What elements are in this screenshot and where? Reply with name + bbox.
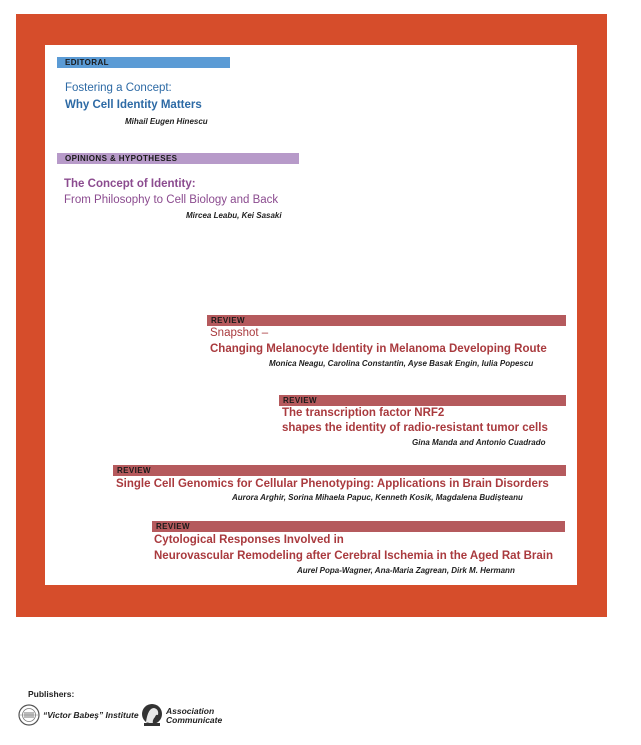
opinions-section-bar: OPINIONS & HYPOTHESES xyxy=(57,153,299,164)
editorial-title-line2[interactable]: Why Cell Identity Matters xyxy=(65,99,202,111)
opinions-authors: Mircea Leabu, Kei Sasaki xyxy=(186,211,282,220)
institute-name: “Victor Babeş” Institute xyxy=(43,710,139,720)
review3-section-bar: REVIEW xyxy=(113,465,566,476)
editorial-authors: Mihail Eugen Hinescu xyxy=(125,117,208,126)
review4-title-line2[interactable]: Neurovascular Remodeling after Cerebral Ischemia in the Aged Rat Brain xyxy=(154,550,553,562)
publishers-label: Publishers: xyxy=(28,689,75,699)
institute-logo-icon xyxy=(17,704,41,726)
review2-title-line1[interactable]: The transcription factor NRF2 xyxy=(282,407,445,419)
editorial-section-bar: EDITORAL xyxy=(57,57,230,68)
review2-authors: Gina Manda and Antonio Cuadrado xyxy=(412,438,546,447)
editorial-title-line1[interactable]: Fostering a Concept: xyxy=(65,82,172,94)
review2-title-line2[interactable]: shapes the identity of radio-resistant tumor cells xyxy=(282,422,548,434)
association-name-line2: Communicate xyxy=(166,715,223,725)
opinions-title-line1[interactable]: The Concept of Identity: xyxy=(64,178,196,190)
review2-section-bar: REVIEW xyxy=(279,395,566,406)
review3-title-line1[interactable]: Single Cell Genomics for Cellular Phenotyping: Applications in Brain Disorders xyxy=(116,478,549,490)
review1-section-bar: REVIEW xyxy=(207,315,566,326)
review4-title-line1[interactable]: Cytological Responses Involved in xyxy=(154,534,344,546)
review4-section-bar: REVIEW xyxy=(152,521,565,532)
review1-title-line2[interactable]: Changing Melanocyte Identity in Melanoma Developing Route xyxy=(210,343,547,355)
review1-title-line1[interactable]: Snapshot – xyxy=(210,327,269,339)
review3-authors: Aurora Arghir, Sorina Mihaela Papuc, Kenneth Kosik, Magdalena Budișteanu xyxy=(232,493,523,502)
opinions-title-line2[interactable]: From Philosophy to Cell Biology and Back xyxy=(64,194,279,206)
association-name-line1: Association xyxy=(166,706,215,716)
review4-authors: Aurel Popa-Wagner, Ana-Maria Zagrean, Dirk M. Hermann xyxy=(297,566,515,575)
review1-authors: Monica Neagu, Carolina Constantin, Ayse Basak Engin, Iulia Popescu xyxy=(269,359,534,368)
association-logo-icon xyxy=(140,702,164,728)
